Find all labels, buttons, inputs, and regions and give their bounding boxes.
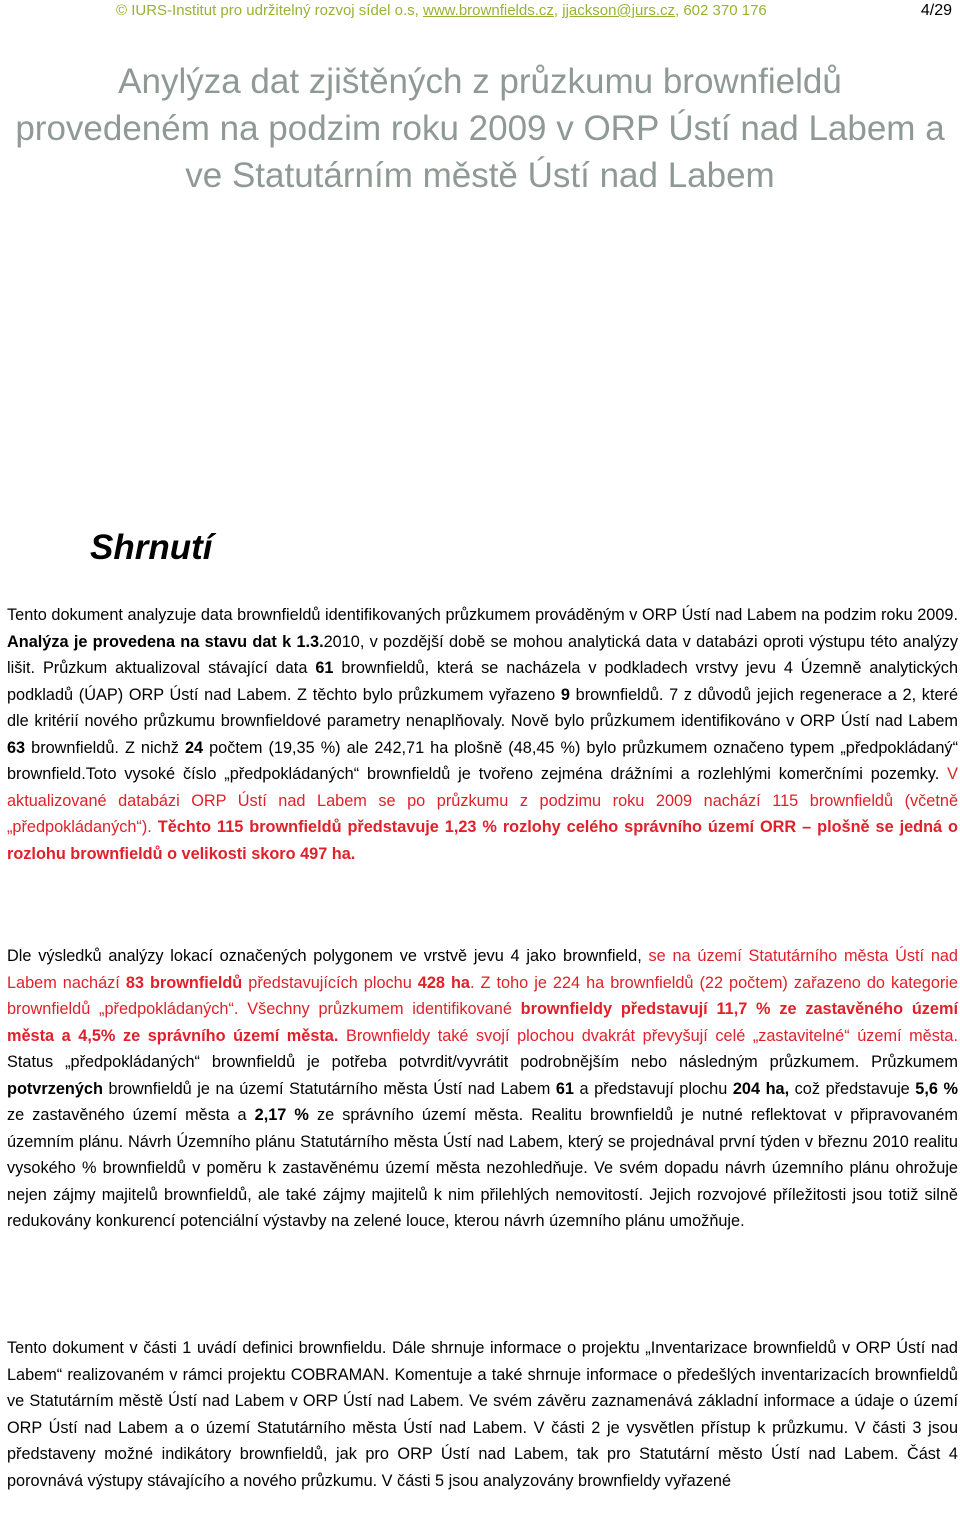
p2-bold-2-17: 2,17 % xyxy=(254,1106,309,1124)
p1-text-2: 2010, v pozdější době se mohou analytická data v databázi oproti výstupu této analýzy lišit. Průzkum aktualizoval stávající data xyxy=(7,632,958,677)
header-separator: , xyxy=(553,2,563,19)
p2-bold-204: 204 ha, xyxy=(732,1079,790,1098)
p2-red-3: . Z toho je 224 ha brownfieldů (22 počtem) zařazeno do kategorie brownfieldů „předpokládaných“. Všechny průzkumem identifikované xyxy=(7,973,958,1018)
p2-red-2: představujících plochu xyxy=(242,973,418,992)
p1-bold-9: 9 xyxy=(560,685,570,704)
p2-text-1: Dle výsledků analýzy lokací označených polygonem ve vrstvě jevu 4 jako brownfield, xyxy=(7,947,649,965)
p2-text-3: brownfieldů je na území Statutárního města Ústí nad Labem xyxy=(102,1079,556,1098)
email-link[interactable]: jjackson@jurs.cz xyxy=(562,2,675,19)
p2-red-1: se na území Statutárního města Ústí nad Labem nachází xyxy=(7,947,958,992)
p2-text-4: a představují plochu xyxy=(573,1079,733,1098)
p2-red-bold-share: brownfieldy představují 11,7 % ze zastavěného území města a 4,5% ze správního území města. xyxy=(7,1000,958,1045)
p2-text-5: což představuje xyxy=(789,1079,916,1098)
p2-text-6: ze zastavěného území města a xyxy=(7,1106,255,1124)
website-link[interactable]: www.brownfields.cz xyxy=(423,2,554,19)
p1-text-3: brownfieldů, která se nacházela v podkladech vrstvy jevu 4 Územně analytických podkladů (ÚAP) ORP Ústí nad Labem. Z těchto bylo průzkumem vyřazeno xyxy=(7,659,959,704)
p1-red-bold-text: Těchto 115 brownfieldů představuje 1,23 % rozlohy celého správního území ORR – plošně se jedná o rozlohu brownfieldů o velikosti skoro 497 ha. xyxy=(7,818,958,863)
p2-red-bold-83: 83 brownfieldů xyxy=(125,973,243,992)
page-number: 4/29 xyxy=(920,2,952,19)
p2-red-4: Brownfieldy také svojí plochou dvakrát převyšují celé „zastavitelné“ území města. xyxy=(338,1026,958,1045)
p1-red-text: V aktualizované databázi ORP Ústí nad Labem se po průzkumu z podzimu roku 2009 nachází 115 brownfieldů (včetně „předpokládaných“). xyxy=(7,765,958,836)
title-line-1: Anylýza dat zjištěných z průzkumu brownfieldů xyxy=(118,62,842,101)
p1-bold-date: Analýza je provedena na stavu dat k 1.3. xyxy=(7,632,324,651)
header-phone: , 602 370 176 xyxy=(675,2,767,19)
p1-bold-24: 24 xyxy=(184,738,204,757)
p2-bold-61: 61 xyxy=(555,1079,574,1098)
p1-text-6: počtem (19,35 %) ale 242,71 ha plošně (48,45 %) bylo průzkumem označeno typem „předpokládaný“ brownfield.Toto vysoké číslo „předpokládaných“ brownfieldů je tvořeno zejména drážními a rozlehlými komerčními pozemky. xyxy=(7,738,958,783)
p1-bold-61: 61 xyxy=(315,659,334,677)
title-line-3: ve Statutárním městě Ústí nad Labem xyxy=(185,156,775,195)
p2-text-2: Status „předpokládaných“ brownfieldů je potřeba potvrdit/vyvrátit podrobnějším nebo následným průzkumem. Průzkumem xyxy=(7,1053,958,1071)
summary-paragraph-2 xyxy=(7,943,958,1235)
p2-text-7: ze správního území města. Realitu brownfieldů je nutné reflektovat v připravovaném územním plánu. Návrh Územního plánu Statutárního města Ústí nad Labem, který se projednával první týden v březnu 2010 realitu vysokého % brownfieldů v poměru k zastavěnému území města nezohledňuje. Ve svém dopadu návrh územního plánu ohrožuje nejen zájmy majitelů brownfieldů, ale také zájmy majitelů k nim přilehlých nemovitostí. Jejich rozvojové příležitosti jsou totiž silně redukovány konkurencí potenciální výstavby na zelené louce, kterou návrh územního plánu umožňuje. xyxy=(7,1106,958,1230)
p1-text-1: Tento dokument analyzuje data brownfieldů identifikovaných průzkumem prováděným v ORP Ústí nad Labem na podzim roku 2009. xyxy=(7,606,958,624)
p1-text-5: brownfieldů. Z nichž xyxy=(25,738,185,757)
summary-paragraph-1 xyxy=(7,602,958,867)
document-title xyxy=(0,58,960,199)
section-heading: Shrnutí xyxy=(90,528,213,567)
title-line-2: provedeném na podzim roku 2009 v ORP Ústí nad Labem a xyxy=(15,109,945,148)
p3-text: Tento dokument v části 1 uvádí definici brownfieldu. Dále shrnuje informace o projektu „Inventarizace brownfieldů v ORP Ústí nad Labem“ realizovaném v rámci projektu COBRAMAN. Komentuje a také shrnuje informace o předešlých inventarizacích brownfieldů ve Statutárním městě Ústí nad Labem v ORP Ústí nad Labem. Ve svém závěru zaznamenává základní informace a údaje o území ORP Ústí nad Labem a o území Statutárního města Ústí nad Labem. V části 2 je vysvětlen přístup k průzkumu. V části 3 jsou představeny možné indikátory brownfieldů, jak pro ORP Ústí nad Labem, tak pro Statutární město Ústí nad Labem. Část 4 porovnává výstupy stávajícího a nového průzkumu. V části 5 jsou analyzovány brownfieldy vyřazené xyxy=(7,1339,958,1490)
p1-text-4: brownfieldů. 7 z důvodů jejich regenerace a 2, které dle kritérií nového průzkumu brownfieldové parametry nenaplňovaly. Nově bylo průzkumem identifikováno v ORP Ústí nad Labem xyxy=(7,685,959,730)
p2-red-bold-428: 428 ha xyxy=(417,973,470,992)
summary-paragraph-3 xyxy=(7,1335,958,1494)
page-header xyxy=(116,2,952,19)
header-copyright: © IURS-Institut pro udržitelný rozvoj sídel o.s, xyxy=(116,2,423,19)
p1-bold-63: 63 xyxy=(7,738,26,757)
p2-bold-5-6: 5,6 % xyxy=(915,1079,958,1098)
p2-bold-confirmed: potvrzených xyxy=(7,1079,103,1098)
